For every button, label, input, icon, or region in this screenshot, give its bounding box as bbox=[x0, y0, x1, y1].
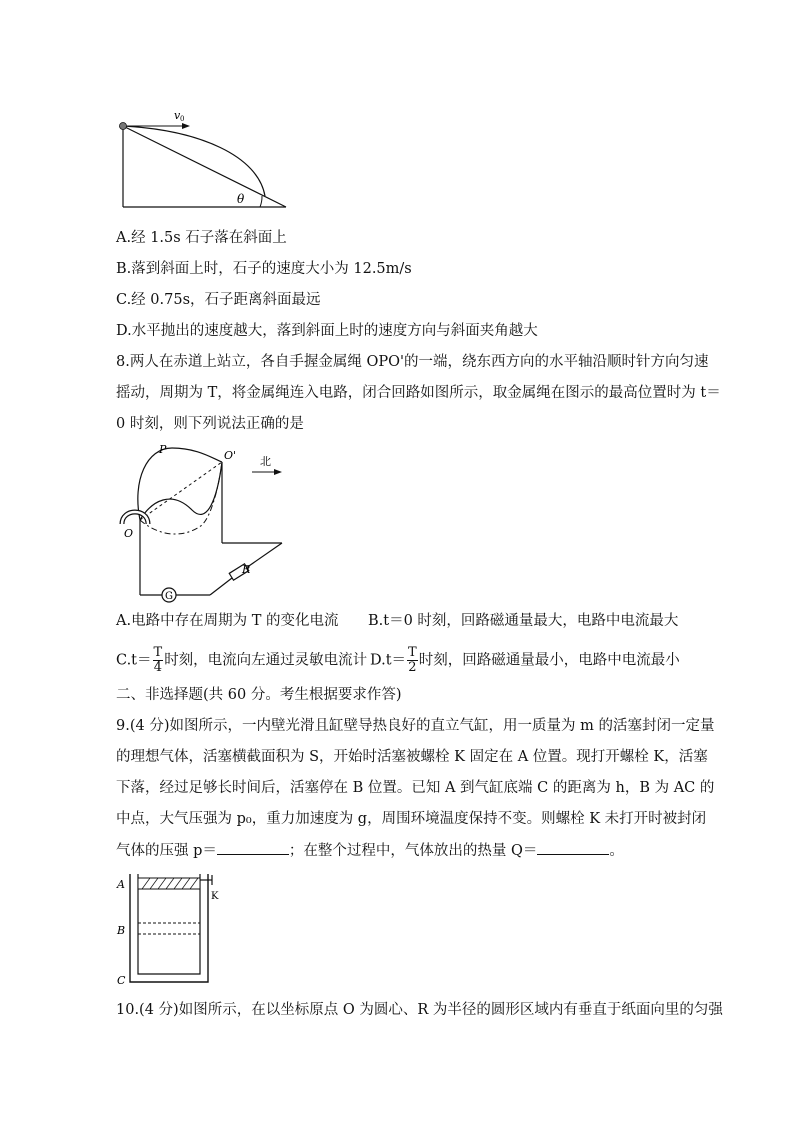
q9-text-line-3: 下落，经过足够长时间后，活塞停在 B 位置。已知 A 到气缸底端 C 的距离为 h，B 为 AC 的 bbox=[116, 780, 715, 796]
north-label: 北 bbox=[260, 455, 271, 468]
q7-option-c: C.经 0.75s，石子距离斜面最远 bbox=[116, 292, 321, 308]
galvanometer-label: G bbox=[165, 591, 173, 602]
q8-text-line-2: 摇动，周期为 T，将金属绳连入电路，闭合回路如图所示，取金属绳在图示的最高位置时为 t＝ bbox=[116, 385, 721, 401]
section-title: 二、非选择题(共 60 分。考生根据要求作答) bbox=[116, 687, 402, 703]
q9-text-line-4: 中点，大气压强为 p₀，重力加速度为 g，周围环境温度保持不变。则螺栓 K 未打开时被封闭 bbox=[116, 811, 707, 827]
q7-option-d: D.水平抛出的速度越大，落到斜面上时的速度方向与斜面夹角越大 bbox=[116, 323, 538, 339]
incline-projectile-figure bbox=[110, 104, 300, 210]
q8-option-d-suffix: 时刻，回路磁通量最小，电路中电流最小 bbox=[418, 652, 680, 669]
frac-c-den: 4 bbox=[153, 660, 162, 675]
fraction-t-over-2 bbox=[407, 646, 418, 675]
q10-text-line-1: 10.(4 分)如图所示，在以坐标原点 O 为圆心、R 为半径的圆形区域内有垂直于纸面向里的匀强 bbox=[116, 1002, 723, 1018]
q7-option-b: B.落到斜面上时，石子的速度大小为 12.5m/s bbox=[116, 261, 412, 277]
q8-option-a: A.电路中存在周期为 T 的变化电流 bbox=[116, 613, 339, 629]
frac-d-den: 2 bbox=[408, 660, 417, 675]
q8-option-b: B.t＝0 时刻，回路磁通量最大，电路中电流最大 bbox=[368, 613, 679, 629]
v0-subscript: 0 bbox=[180, 115, 185, 123]
q8-option-d bbox=[370, 646, 680, 675]
theta-label: θ bbox=[237, 192, 245, 206]
q8-text-line-1: 8.两人在赤道上站立，各自手握金属绳 OPO'的一端，绕东西方向的水平轴沿顺时针方向匀速 bbox=[116, 354, 709, 370]
q7-option-a: A.经 1.5s 石子落在斜面上 bbox=[116, 230, 287, 246]
q9-heat-prompt: ；在整个过程中，气体放出的热量 Q＝ bbox=[288, 843, 538, 859]
point-o-label: O bbox=[124, 527, 134, 540]
frac-d-num: T bbox=[408, 645, 417, 660]
q9-end-mark: 。 bbox=[609, 843, 624, 859]
heat-answer-blank[interactable] bbox=[537, 840, 609, 855]
v0-label: v bbox=[174, 109, 181, 122]
position-a-label: A bbox=[117, 878, 125, 891]
q8-option-c-prefix: C.t＝ bbox=[116, 652, 152, 669]
fraction-t-over-4 bbox=[153, 646, 164, 675]
resistor-label: R bbox=[242, 563, 251, 576]
frac-c-num: T bbox=[153, 645, 163, 660]
bolt-k-label: K bbox=[211, 891, 219, 902]
gas-cylinder-figure bbox=[112, 868, 222, 988]
point-o-prime-label: O' bbox=[224, 449, 237, 462]
q9-pressure-prompt: 气体的压强 p＝ bbox=[116, 843, 217, 859]
q9-text-line-1: 9.(4 分)如图所示，一内壁光滑且缸壁导热良好的直立气缸，用一质量为 m 的活塞封闭一定量 bbox=[116, 718, 715, 734]
q8-option-c bbox=[116, 646, 367, 675]
q8-option-c-suffix: 时刻，电流向左通过灵敏电流计 bbox=[164, 652, 368, 669]
q9-text-line-5 bbox=[116, 840, 624, 861]
pressure-answer-blank[interactable] bbox=[217, 840, 289, 855]
position-c-label: C bbox=[117, 974, 126, 987]
point-p-label: P bbox=[159, 443, 167, 456]
rope-circuit-figure bbox=[112, 440, 292, 605]
q9-text-line-2: 的理想气体，活塞横截面积为 S，开始时活塞被螺栓 K 固定在 A 位置。现打开螺栓 K，活塞 bbox=[116, 749, 708, 765]
position-b-label: B bbox=[117, 924, 126, 937]
q8-option-d-prefix: D.t＝ bbox=[370, 652, 407, 669]
q8-text-line-3: 0 时刻，则下列说法正确的是 bbox=[116, 416, 304, 432]
